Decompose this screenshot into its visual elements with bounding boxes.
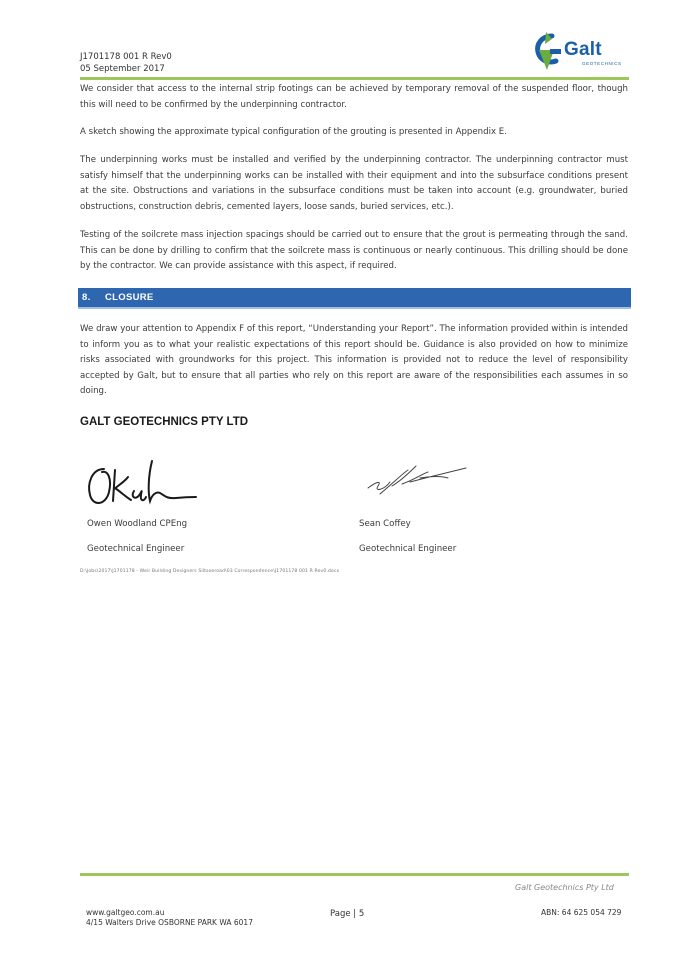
- section-number: 8.: [82, 292, 91, 303]
- signature-owen-woodland: [82, 455, 207, 510]
- page-number: Page | 5: [330, 909, 365, 919]
- paragraph-closure: We draw your attention to Appendix F of this report, “Understanding your Report”. The information provided within is intended to inform you as to what your realistic expectations of this report should be. Guidance is also provided on how to minimize risks associated with groundworks for this project. This information is provided not to reduce the level of responsibility accepted by Galt, but to ensure that all parties who rely on this report are aware of the responsibilities each assumes in so doing.: [80, 324, 628, 397]
- logo-wordmark: Galt: [564, 39, 602, 60]
- file-path: D:\Jobs\2017\J1701178 - Weir Building Designers Siltsoeroad\03 Correspondence\J1701178 001 R Rev0.docx: [80, 569, 340, 574]
- header-divider: [80, 77, 629, 80]
- document-date: 05 September 2017: [80, 64, 165, 74]
- footer-divider: [80, 873, 629, 876]
- section-title: CLOSURE: [105, 292, 154, 303]
- paragraph-testing: Testing of the soilcrete mass injection spacings should be carried out to ensure that the grout is permeating through the sand. This can be done by drilling to confirm that the soilcrete mass is continuous or nearly continuous. This drilling should be done by the contractor. We can provide assistance with this aspect, if required.: [80, 230, 628, 272]
- footer-address: 4/15 Walters Drive OSBORNE PARK WA 6017: [86, 918, 253, 927]
- signature-sean-coffey: [362, 460, 472, 502]
- footer-website: www.galtgeo.com.au: [86, 908, 165, 917]
- document-reference: J1701178 001 R Rev0: [80, 52, 172, 62]
- document-header-ref: [80, 51, 172, 75]
- signatory-role-1: Geotechnical Engineer: [87, 544, 185, 554]
- signatory-name-1: Owen Woodland CPEng: [87, 519, 188, 529]
- paragraph-underpinning: The underpinning works must be installed and verified by the underpinning contractor. The underpinning contractor must satisfy himself that the underpinning works can be installed with their equipment and into the subsurface conditions present at the site. Obstructions and variations in the subsurface conditions must be taken into account (e.g. groundwater, buried obstructions, construction debris, cemented layers, loose sands, buried services, etc.).: [80, 155, 628, 212]
- signatory-name-2: Sean Coffey: [359, 519, 411, 529]
- paragraph-access: We consider that access to the internal strip footings can be achieved by temporary removal of the suspended floor, though this will need to be confirmed by the underpinning contractor.: [80, 84, 628, 110]
- signatory-role-2: Geotechnical Engineer: [359, 544, 457, 554]
- galt-logo: [530, 30, 630, 72]
- footer-company: Galt Geotechnics Pty Ltd: [515, 883, 614, 892]
- paragraph-sketch: A sketch showing the approximate typical configuration of the grouting is presented in Appendix E.: [80, 127, 507, 137]
- company-name: GALT GEOTECHNICS PTY LTD: [80, 416, 249, 428]
- section-heading-closure: [78, 288, 631, 309]
- footer-abn: ABN: 64 625 054 729: [541, 908, 622, 917]
- logo-subtitle: GEOTECHNICS: [582, 61, 622, 66]
